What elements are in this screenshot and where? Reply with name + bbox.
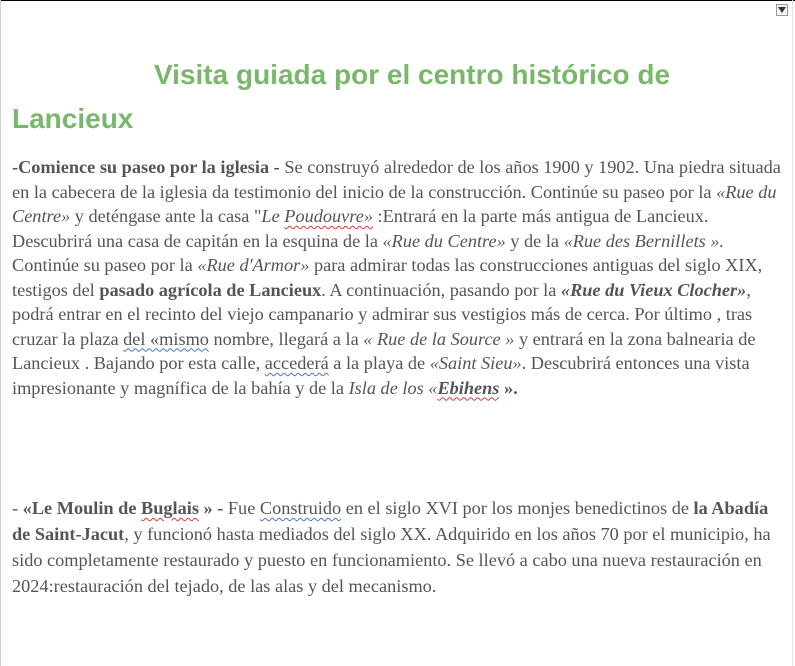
window-top-border [0, 0, 795, 1]
house-name-misspelled: Poudouvre» [284, 206, 373, 226]
grammar-flag: accederá [264, 353, 329, 373]
text-run: Continúe su paseo por la [12, 255, 198, 275]
house-name: Le [261, 206, 285, 226]
island-name: Isla de los « [348, 377, 438, 398]
chevron-down-icon [778, 7, 786, 13]
street-name: « Rue de la Source » [363, 328, 515, 349]
text-run: , y funcionó hasta mediados del siglo XX. Adquirido en los años 70 por el municipio, ha sido completamente restaurado y puesto en funcionamiento. Se llevó a cabo una nueva restauración en 2024:restauración del tejado, de las alas y del mecanismo. [12, 524, 771, 596]
text-run: Se construyó alrededor de los años 1900 y 1902. Una piedra situada en la cabecera de la iglesia da testimonio del inicio de la construcción. Continúe su paseo por la [12, 157, 781, 202]
text-run: y de la [505, 230, 564, 251]
window-right-border [792, 0, 793, 666]
bold-phrase: pasado agrícola de Lancieux [99, 279, 322, 300]
street-name: «Rue du Centre» [12, 181, 777, 226]
title-line-2: Lancieux [12, 103, 134, 134]
street-name: «Rue du Centre» [382, 230, 506, 251]
text-run: - [12, 498, 23, 518]
mill-name-misspelled: Buglais [141, 498, 199, 518]
title-line-1: Visita guiada por el centro histórico de [154, 59, 671, 90]
grammar-flag: del «mismo [123, 328, 209, 349]
text-run: en el siglo XVI por los monjes benedictinos de [341, 498, 694, 518]
street-name: «Rue du Vieux Clocher» [560, 279, 747, 300]
document-title [12, 53, 782, 141]
grammar-flag: Construido [259, 498, 342, 518]
text-run: a la playa de [328, 353, 430, 373]
window-left-border [0, 0, 1, 666]
text-run: ». [499, 377, 518, 398]
text-run: nombre, llegará a la [208, 328, 364, 349]
paragraph-church [12, 155, 782, 400]
section-heading-church: -Comience su paseo por la iglesia - [12, 157, 285, 177]
street-name: «Rue d'Armor» [197, 255, 310, 275]
section-heading-mill-end: » - [198, 498, 228, 518]
text-run: . Descubrirá entonces una vista impresionante y magnífica de la bahía y de la [12, 353, 750, 398]
text-run: y entrará en la zona balnearia de Lancieux . Bajando por esta calle, [12, 328, 756, 373]
text-run: , podrá entrar en el recinto del viejo campanario y admirar sus vestigios más de cerca. Por último , tras cruzar la plaza [12, 279, 753, 349]
text-run: . A continuación, pasando por la [321, 279, 561, 300]
text-run: y deténgase ante la casa " [70, 206, 262, 226]
island-name-misspelled: Ebihens [437, 377, 500, 398]
scroll-down-button[interactable] [776, 4, 788, 16]
beach-name: «Saint Sieu» [429, 353, 522, 373]
text-run: :Entrará en la parte más antigua de Lancieux. Descubrirá una casa de capitán en la esquina de la [12, 206, 709, 251]
street-name: «Rue des Bernillets ». [563, 230, 725, 251]
text-run: Fue [227, 498, 260, 518]
paragraph-mill [12, 495, 782, 599]
section-heading-mill: «Le Moulin de [22, 498, 142, 518]
text-run: para admirar todas las construcciones antiguas del siglo XIX, testigos del [12, 255, 763, 300]
bold-phrase: la Abadía de Saint-Jacut [12, 498, 769, 544]
